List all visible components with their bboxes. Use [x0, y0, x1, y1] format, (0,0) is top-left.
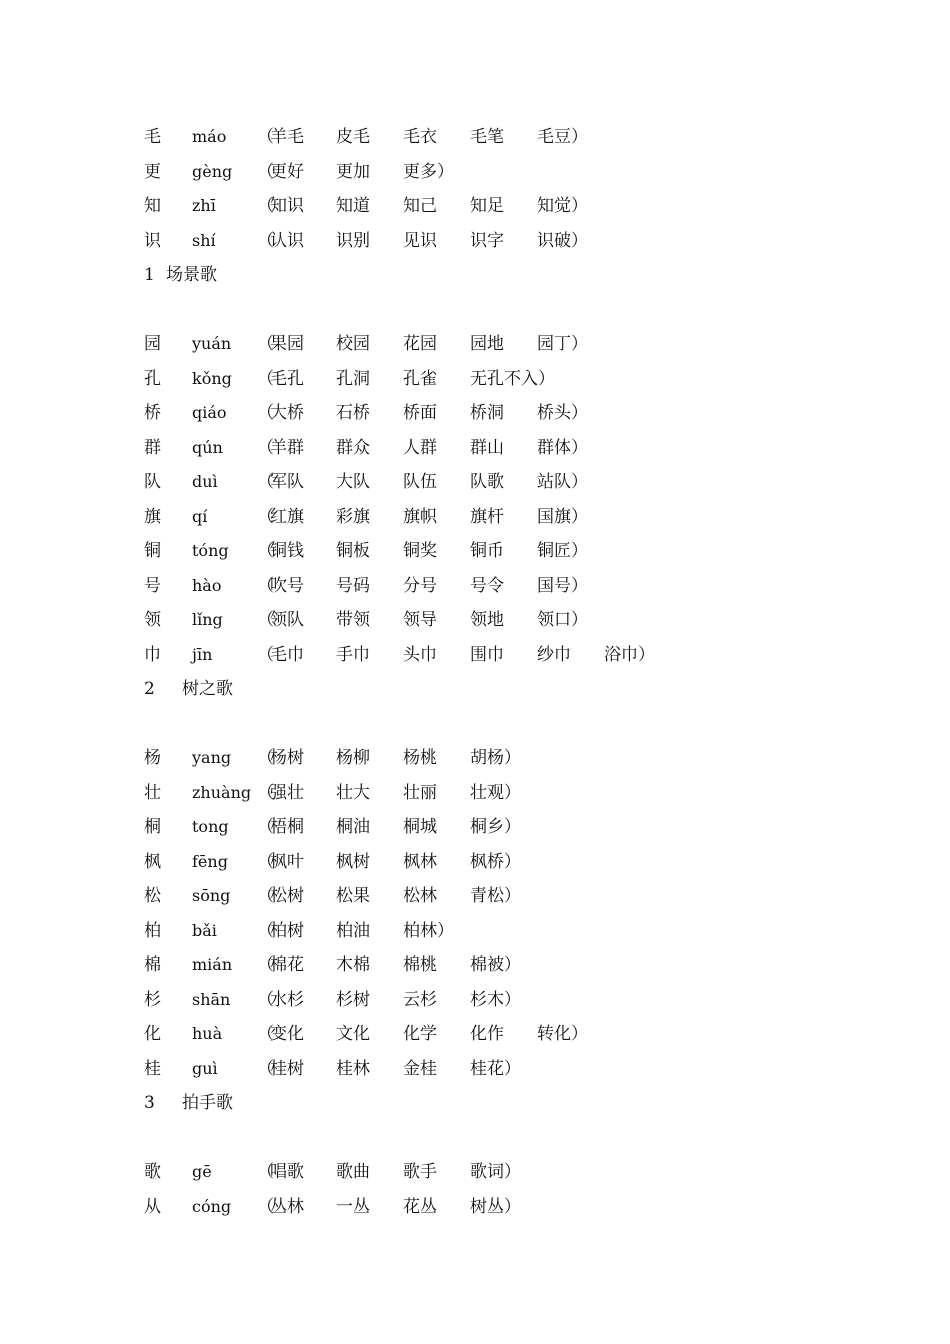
example-word: 枫叶 — [270, 851, 304, 872]
entry-character: 桥 — [144, 403, 161, 423]
entry-pinyin: qún — [192, 437, 223, 457]
example-word: 领队 — [270, 610, 304, 630]
example-word: 更好 — [270, 161, 304, 182]
entry-character: 桂 — [144, 1058, 161, 1079]
vocab-entry — [144, 776, 904, 810]
example-word: 金桂 — [403, 1058, 437, 1079]
example-word: 见识 — [403, 230, 437, 251]
example-word: 枫林 — [403, 851, 437, 872]
example-word: 旗杆 — [470, 506, 504, 527]
example-word: 枫桥） — [470, 851, 521, 872]
example-word: 柏油 — [336, 920, 370, 941]
open-paren: （ — [257, 1196, 274, 1217]
entry-character: 号 — [144, 575, 161, 596]
example-word: 无孔不入） — [470, 368, 555, 389]
entry-pinyin: yuán — [192, 334, 232, 353]
open-paren: （ — [257, 127, 274, 147]
example-word: 桐乡） — [470, 817, 521, 837]
vocab-entry — [144, 569, 904, 603]
example-word: 认识 — [270, 230, 304, 251]
vocab-entry — [144, 396, 904, 430]
entry-character: 铜 — [144, 541, 161, 561]
example-word: 毛笔 — [470, 127, 504, 147]
example-word: 杨柳 — [336, 748, 370, 768]
open-paren: （ — [257, 575, 274, 596]
entry-character: 松 — [144, 886, 161, 906]
example-word: 歌曲 — [336, 1162, 370, 1182]
vocab-entry — [144, 879, 904, 913]
entry-pinyin: huà — [192, 1024, 223, 1043]
vocab-entry — [144, 914, 904, 948]
example-word: 大桥 — [270, 403, 304, 423]
entry-pinyin: gèng — [192, 161, 233, 181]
vocab-entry — [144, 500, 904, 534]
open-paren: （ — [257, 541, 274, 561]
entry-pinyin: máo — [192, 127, 227, 146]
example-word: 头巾 — [403, 644, 437, 665]
example-word: 花丛 — [403, 1196, 437, 1217]
entry-pinyin: shān — [192, 989, 231, 1009]
entry-pinyin: shí — [192, 230, 216, 250]
example-word: 木棉 — [336, 955, 370, 975]
entry-character: 孔 — [144, 368, 161, 389]
example-word: 国号） — [537, 575, 588, 596]
vocab-entry — [144, 845, 904, 879]
example-word: 浴巾） — [604, 644, 655, 665]
example-word: 桥头） — [537, 403, 588, 423]
open-paren: （ — [257, 817, 274, 837]
example-word: 松果 — [336, 886, 370, 906]
example-word: 领口） — [537, 610, 588, 630]
entry-pinyin: lǐng — [192, 610, 223, 629]
example-word: 一丛 — [336, 1196, 370, 1217]
example-word: 群众 — [336, 437, 370, 458]
example-word: 更多） — [403, 161, 454, 182]
entry-character: 领 — [144, 610, 161, 630]
example-word: 丛林 — [270, 1196, 304, 1217]
example-word: 大队 — [336, 472, 370, 492]
example-word: 松林 — [403, 886, 437, 906]
example-word: 铜币 — [470, 541, 504, 561]
vocab-entry — [144, 1190, 904, 1224]
section-heading — [144, 672, 904, 706]
example-word: 石桥 — [336, 403, 370, 423]
example-word: 孔洞 — [336, 368, 370, 389]
entry-character: 队 — [144, 472, 161, 492]
entry-pinyin: hào — [192, 575, 222, 595]
entry-character: 毛 — [144, 127, 161, 147]
example-word: 毛豆） — [537, 127, 588, 147]
open-paren: （ — [257, 1024, 274, 1044]
vocab-entry — [144, 741, 904, 775]
vocab-entry — [144, 603, 904, 637]
open-paren: （ — [257, 955, 274, 975]
open-paren: （ — [257, 368, 274, 389]
entry-character: 从 — [144, 1196, 161, 1217]
example-word: 水杉 — [270, 989, 304, 1010]
example-word: 柏林） — [403, 920, 454, 941]
example-word: 园地 — [470, 334, 504, 354]
open-paren: （ — [257, 886, 274, 906]
entry-character: 巾 — [144, 644, 161, 665]
example-word: 青松） — [470, 886, 521, 906]
example-word: 号码 — [336, 575, 370, 596]
example-word: 松树 — [270, 886, 304, 906]
example-word: 胡杨） — [470, 748, 521, 768]
entry-character: 化 — [144, 1024, 161, 1044]
example-word: 群体） — [537, 437, 588, 458]
entry-pinyin: gē — [192, 1162, 212, 1181]
entry-character: 杉 — [144, 989, 161, 1010]
example-word: 分号 — [403, 575, 437, 596]
entry-character: 旗 — [144, 506, 161, 527]
example-word: 皮毛 — [336, 127, 370, 147]
entry-pinyin: guì — [192, 1058, 218, 1078]
entry-character: 更 — [144, 161, 161, 182]
example-word: 杉木） — [470, 989, 521, 1010]
example-word: 铜板 — [336, 541, 370, 561]
vocab-entry — [144, 189, 904, 223]
entry-pinyin: bǎi — [192, 920, 217, 940]
example-word: 国旗） — [537, 506, 588, 527]
example-word: 桥面 — [403, 403, 437, 423]
entry-pinyin: qiáo — [192, 403, 227, 422]
example-word: 壮观） — [470, 782, 521, 803]
section-number: 2 — [144, 679, 155, 699]
section-number: 1 — [144, 265, 155, 285]
example-word: 领地 — [470, 610, 504, 630]
example-word: 柏树 — [270, 920, 304, 941]
example-word: 军队 — [270, 472, 304, 492]
entry-character: 园 — [144, 334, 161, 354]
example-word: 旗帜 — [403, 506, 437, 527]
example-word: 桂花） — [470, 1058, 521, 1079]
example-word: 转化） — [537, 1024, 588, 1044]
example-word: 孔雀 — [403, 368, 437, 389]
example-word: 羊群 — [270, 437, 304, 458]
open-paren: （ — [257, 782, 274, 803]
entry-pinyin: zhuàng — [192, 782, 252, 802]
entry-pinyin: cóng — [192, 1196, 232, 1216]
open-paren: （ — [257, 403, 274, 423]
entry-character: 群 — [144, 437, 161, 458]
open-paren: （ — [257, 230, 274, 251]
entry-pinyin: tóng — [192, 541, 229, 560]
example-word: 毛孔 — [270, 368, 304, 389]
open-paren: （ — [257, 920, 274, 941]
example-word: 树丛） — [470, 1196, 521, 1217]
section-heading — [144, 258, 904, 292]
vocab-entry — [144, 948, 904, 982]
example-word: 知足 — [470, 196, 504, 216]
open-paren: （ — [257, 437, 274, 458]
example-word: 铜匠） — [537, 541, 588, 561]
example-word: 桂树 — [270, 1058, 304, 1079]
example-word: 园丁） — [537, 334, 588, 354]
example-word: 彩旗 — [336, 506, 370, 527]
vocab-entry — [144, 362, 904, 396]
vocab-entry — [144, 120, 904, 154]
example-word: 杉树 — [336, 989, 370, 1010]
example-word: 知识 — [270, 196, 304, 216]
entry-pinyin: kǒng — [192, 368, 232, 388]
entry-character: 枫 — [144, 851, 161, 872]
example-word: 人群 — [403, 437, 437, 458]
entry-pinyin: fēng — [192, 851, 228, 871]
vocab-entry — [144, 534, 904, 568]
vocab-entry — [144, 155, 904, 189]
example-word: 毛巾 — [270, 644, 304, 665]
open-paren: （ — [257, 1058, 274, 1079]
example-word: 红旗 — [270, 506, 304, 527]
example-word: 识字 — [470, 230, 504, 251]
open-paren: （ — [257, 1162, 274, 1182]
vocab-entry — [144, 638, 904, 672]
open-paren: （ — [257, 748, 274, 768]
entry-pinyin: jīn — [192, 644, 213, 664]
example-word: 桐城 — [403, 817, 437, 837]
example-word: 棉花 — [270, 955, 304, 975]
example-word: 花园 — [403, 334, 437, 354]
example-word: 枫树 — [336, 851, 370, 872]
example-word: 吹号 — [270, 575, 304, 596]
entry-character: 壮 — [144, 782, 161, 803]
entry-character: 桐 — [144, 817, 161, 837]
entry-pinyin: mián — [192, 955, 233, 974]
section-title: 树之歌 — [182, 679, 233, 699]
entry-pinyin: zhī — [192, 196, 216, 215]
entry-pinyin: tong — [192, 817, 229, 836]
vocab-entry — [144, 1155, 904, 1189]
example-word: 知觉） — [537, 196, 588, 216]
entry-pinyin: yang — [192, 748, 232, 767]
section-heading — [144, 1086, 904, 1120]
vocab-entry — [144, 465, 904, 499]
vocab-entry — [144, 327, 904, 361]
example-word: 果园 — [270, 334, 304, 354]
example-word: 铜钱 — [270, 541, 304, 561]
entry-character: 柏 — [144, 920, 161, 941]
open-paren: （ — [257, 472, 274, 492]
example-word: 梧桐 — [270, 817, 304, 837]
example-word: 桂林 — [336, 1058, 370, 1079]
example-word: 壮丽 — [403, 782, 437, 803]
entry-character: 识 — [144, 230, 161, 251]
example-word: 群山 — [470, 437, 504, 458]
example-word: 化作 — [470, 1024, 504, 1044]
section-title: 场景歌 — [166, 265, 217, 285]
example-word: 桐油 — [336, 817, 370, 837]
entry-pinyin: qí — [192, 506, 208, 526]
example-word: 知道 — [336, 196, 370, 216]
example-word: 知己 — [403, 196, 437, 216]
example-word: 云杉 — [403, 989, 437, 1010]
example-word: 文化 — [336, 1024, 370, 1044]
open-paren: （ — [257, 644, 274, 665]
example-word: 毛衣 — [403, 127, 437, 147]
example-word: 号令 — [470, 575, 504, 596]
example-word: 变化 — [270, 1024, 304, 1044]
example-word: 站队） — [537, 472, 588, 492]
vocab-entry — [144, 810, 904, 844]
example-word: 化学 — [403, 1024, 437, 1044]
open-paren: （ — [257, 334, 274, 354]
entry-character: 杨 — [144, 748, 161, 768]
example-word: 棉桃 — [403, 955, 437, 975]
example-word: 带领 — [336, 610, 370, 630]
open-paren: （ — [257, 196, 274, 216]
open-paren: （ — [257, 610, 274, 630]
example-word: 棉被） — [470, 955, 521, 975]
example-word: 队歌 — [470, 472, 504, 492]
example-word: 强壮 — [270, 782, 304, 803]
section-number: 3 — [144, 1093, 155, 1113]
open-paren: （ — [257, 506, 274, 527]
entry-character: 棉 — [144, 955, 161, 975]
example-word: 队伍 — [403, 472, 437, 492]
entry-pinyin: duì — [192, 472, 218, 491]
vocab-entry — [144, 1052, 904, 1086]
example-word: 领导 — [403, 610, 437, 630]
entry-character: 歌 — [144, 1162, 161, 1182]
open-paren: （ — [257, 989, 274, 1010]
example-word: 铜奖 — [403, 541, 437, 561]
example-word: 羊毛 — [270, 127, 304, 147]
example-word: 桥洞 — [470, 403, 504, 423]
vocab-entry — [144, 431, 904, 465]
example-word: 更加 — [336, 161, 370, 182]
vocab-entry — [144, 224, 904, 258]
example-word: 杨树 — [270, 748, 304, 768]
example-word: 识别 — [336, 230, 370, 251]
open-paren: （ — [257, 851, 274, 872]
entry-character: 知 — [144, 196, 161, 216]
example-word: 歌手 — [403, 1162, 437, 1182]
example-word: 杨桃 — [403, 748, 437, 768]
example-word: 唱歌 — [270, 1162, 304, 1182]
entry-pinyin: sōng — [192, 886, 231, 905]
example-word: 手巾 — [336, 644, 370, 665]
open-paren: （ — [257, 161, 274, 182]
example-word: 校园 — [336, 334, 370, 354]
example-word: 纱巾 — [537, 644, 571, 665]
example-word: 歌词） — [470, 1162, 521, 1182]
example-word: 壮大 — [336, 782, 370, 803]
vocab-entry — [144, 983, 904, 1017]
section-title: 拍手歌 — [182, 1093, 233, 1113]
example-word: 围巾 — [470, 644, 504, 665]
example-word: 识破） — [537, 230, 588, 251]
vocab-entry — [144, 1017, 904, 1051]
